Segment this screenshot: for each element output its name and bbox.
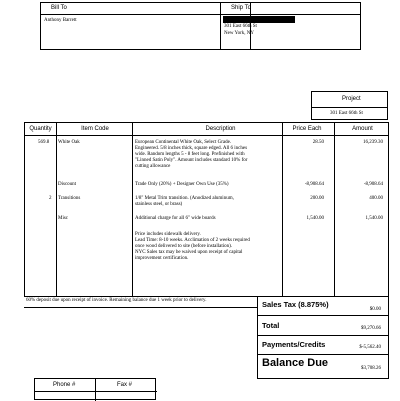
- description-line: Trade Only (20%) + Designer Own Use (35%): [135, 182, 229, 187]
- totals-rule: [257, 354, 389, 355]
- column-divider: [334, 123, 335, 296]
- row3-item-code: Transitions: [58, 196, 81, 201]
- row1-description: [135, 140, 285, 170]
- note-line: Lead Time: 8-10 weeks. Acclimation of 2 weeks required: [135, 238, 250, 243]
- contact-divider: [95, 379, 96, 401]
- row3-amount: 400.00: [369, 196, 383, 201]
- balance-due-value: $3,708.26: [361, 366, 381, 371]
- row1-item-code: White Oak: [58, 140, 80, 145]
- description-line: "Linned Satin Poly". Amount includes standard 10% for: [135, 158, 248, 163]
- row4-amount: 1,540.00: [365, 216, 383, 221]
- ship-to-address-line2: New York, NY: [224, 31, 255, 36]
- description-line: 1/8" Metal Trim transition. (Anodized aluminum,: [135, 196, 234, 201]
- totals-rule: [257, 378, 389, 379]
- phone-heading: Phone #: [53, 382, 76, 388]
- row1-amount: 16,239.30: [363, 140, 383, 145]
- ship-to-box: [220, 2, 361, 50]
- project-value: 301 East 66th St: [330, 111, 363, 116]
- note-line: Price includes sidewalk delivery.: [135, 232, 201, 237]
- table-notes: [135, 232, 285, 262]
- note-line: once wood delivered to site (before installation).: [135, 244, 233, 249]
- row3-description: [135, 196, 285, 208]
- line-items-table: [24, 122, 389, 297]
- header-description: Description: [205, 126, 236, 132]
- row4-item-code: Misc: [58, 216, 68, 221]
- header-item-code: Item Code: [81, 126, 109, 132]
- total-label: Total: [262, 321, 280, 330]
- totals-divider: [257, 296, 258, 379]
- project-box: [311, 91, 388, 120]
- row2-price-each: -8,908.64: [304, 182, 324, 187]
- note-line: improvement certification.: [135, 256, 189, 261]
- column-divider: [132, 123, 133, 296]
- row1-price-each: 28.50: [312, 140, 324, 145]
- description-line: European Continental White Oak, Select Grade.: [135, 140, 232, 145]
- fax-heading: Fax #: [117, 382, 133, 388]
- description-line: Engineered. 5/8 inches thick, square edged. All 6 inches: [135, 146, 248, 151]
- description-line: Additional charge for all 6" wide boards: [135, 216, 216, 221]
- row2-amount: -8,908.64: [363, 182, 383, 187]
- footer-note: 60% deposit due upon receipt of invoice. Remaining balance due 1 week prior to delivery.: [26, 298, 207, 303]
- contact-rule: [35, 391, 157, 392]
- ship-to-header: [221, 3, 360, 15]
- header-price-each: Price Each: [292, 126, 322, 132]
- sales-tax-label: Sales Tax (8.875%): [262, 300, 329, 309]
- project-header: [312, 92, 387, 108]
- payments-label: Payments/Credits: [262, 340, 326, 349]
- total-value: $9,270.66: [361, 326, 381, 331]
- row2-item-code: Discount: [58, 182, 77, 187]
- row3-quantity: 2: [49, 196, 52, 201]
- row3-price-each: 200.00: [310, 196, 324, 201]
- ship-to-heading: Ship To: [231, 5, 251, 11]
- payments-value: $-5,562.40: [359, 345, 381, 350]
- description-line: cutting allowance: [135, 164, 171, 169]
- redacted-name-bar: [223, 16, 295, 23]
- description-line: stainless steel, or brass): [135, 202, 183, 207]
- bill-to-header: [41, 3, 250, 15]
- project-heading: Project: [342, 96, 361, 102]
- bill-to-name: Anthony Barrett: [44, 18, 77, 23]
- header-amount: Amount: [352, 126, 373, 132]
- footer-note-rule: [24, 307, 258, 308]
- column-divider: [56, 123, 57, 296]
- description-line: wide. Random lengths 5 - 8 feet long. Prefinished with: [135, 152, 245, 157]
- row2-description: [135, 182, 285, 188]
- row1-quantity: 569.8: [38, 140, 50, 145]
- totals-right-border: [388, 296, 389, 379]
- row4-description: [135, 216, 285, 222]
- row4-price-each: 1,540.00: [306, 216, 324, 221]
- note-line: NYC Sales tax may be waived upon receipt of capital: [135, 250, 243, 255]
- sales-tax-value: $0.00: [369, 307, 381, 312]
- bill-to-heading: Bill To: [51, 5, 67, 11]
- totals-rule: [257, 315, 389, 316]
- totals-rule: [257, 335, 389, 336]
- header-quantity: Quantity: [29, 126, 52, 132]
- ship-to-address-line1: 301 East 66th St: [224, 24, 257, 29]
- balance-due-label: Balance Due: [262, 357, 329, 369]
- contact-box: [34, 378, 156, 400]
